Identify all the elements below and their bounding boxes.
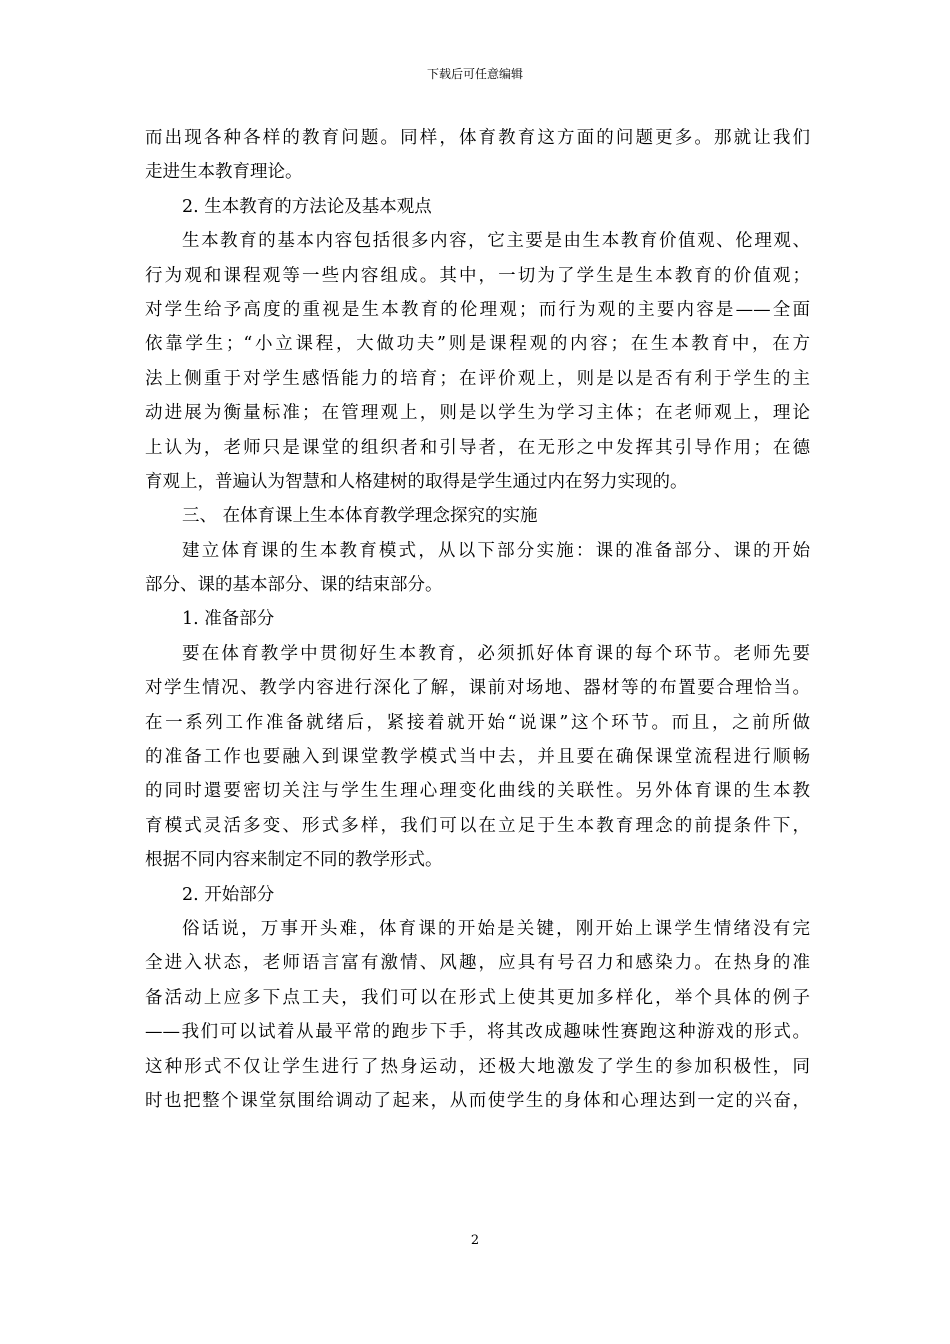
- text-line: 的准备工作也要融入到课堂教学模式当中去，并且要在确保课堂流程进行顺畅: [145, 747, 810, 768]
- text-line: 俗话说，万事开头难，体育课的开始是关键，刚开始上课学生情绪没有完: [182, 918, 810, 939]
- page-number: 2: [470, 1233, 480, 1248]
- text-line: 建立体育课的生本教育模式，从以下部分实施：课的准备部分、课的开始: [182, 540, 810, 561]
- text-line: 时也把整个课堂氛围给调动了起来，从而使学生的身体和心理达到一定的兴奋，: [145, 1090, 810, 1111]
- section-heading: 1. 准备部分: [182, 609, 275, 630]
- text-line: 而出现各种各样的教育问题。同样，体育教育这方面的问题更多。那就让我们: [145, 128, 810, 148]
- text-line: 生本教育的基本内容包括很多内容，它主要是由生本教育价值观、伦理观、: [182, 231, 810, 252]
- section-heading: 三、 在体育课上生本体育教学理念探究的实施: [182, 506, 538, 527]
- section-heading: 2. 开始部分: [182, 884, 275, 905]
- document-body: [145, 121, 810, 1118]
- text-line: 要在体育教学中贯彻好生本教育，必须抓好体育课的每个环节。老师先要: [182, 643, 810, 664]
- text-line: 的同时還要密切关注与学生生理心理变化曲线的关联性。另外体育课的生本教: [145, 781, 810, 802]
- text-line: 根据不同内容来制定不同的教学形式。: [145, 850, 443, 871]
- text-line: 对学生情况、教学内容进行深化了解，课前对场地、器材等的布置要合理恰当。: [145, 678, 810, 699]
- text-line: 上认为，老师只是课堂的组织者和引导者，在无形之中发挥其引导作用；在德: [145, 437, 810, 458]
- text-line: 部分、课的基本部分、课的结束部分。: [145, 575, 443, 596]
- text-line: 行为观和课程观等一些内容组成。其中，一切为了学生是生本教育的价值观；: [145, 265, 810, 286]
- text-line: 法上侧重于对学生感悟能力的培育；在评价观上，则是以是否有利于学生的主: [145, 368, 810, 389]
- text-line: 动进展为衡量标准；在管理观上，则是以学生为学习主体；在老师观上，理论: [145, 403, 810, 424]
- text-line: ——我们可以试着从最平常的跑步下手，将其改成趣味性赛跑这种游戏的形式。: [145, 1022, 810, 1043]
- text-line: 在一系列工作准备就绪后，紧接着就开始“说课”这个环节。而且，之前所做: [145, 712, 810, 733]
- text-line: 依靠学生；“小立课程，大做功夫”则是课程观的内容；在生本教育中，在方: [145, 334, 810, 355]
- text-line: 备活动上应多下点工夫，我们可以在形式上使其更加多样化，举个具体的例子: [145, 987, 810, 1008]
- text-line: 对学生给予高度的重视是生本教育的伦理观；而行为观的主要内容是——全面: [145, 299, 810, 320]
- section-heading: 2. 生本教育的方法论及基本观点: [182, 196, 432, 217]
- text-line: 走进生本教育理论。: [145, 162, 303, 183]
- text-line: 育模式灵活多变、形式多样，我们可以在立足于生本教育理念的前提条件下，: [145, 815, 810, 836]
- text-line: 全进入状态，老师语言富有激情、风趣，应具有号召力和感染力。在热身的准: [145, 953, 810, 974]
- page-header: 下载后可任意编辑: [426, 67, 523, 81]
- text-line: 这种形式不仅让学生进行了热身运动，还极大地激发了学生的参加积极性，同: [145, 1056, 810, 1077]
- text-line: 育观上，普遍认为智慧和人格建树的取得是学生通过内在努力实现的。: [145, 471, 688, 492]
